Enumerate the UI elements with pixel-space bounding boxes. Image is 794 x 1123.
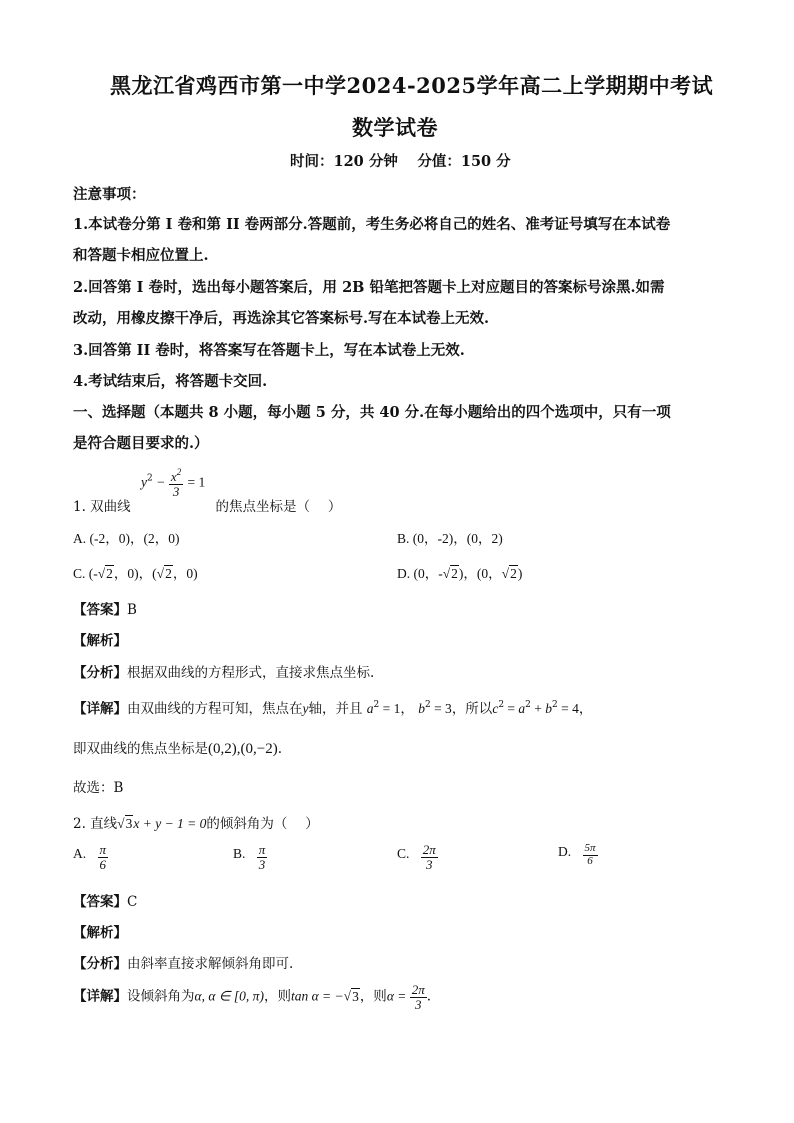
detail-tan: tan α = −: [290, 988, 344, 1004]
eq-x: x: [170, 469, 177, 484]
conclusion-text: 即双曲线的焦点坐标是: [73, 741, 208, 757]
notes-heading: 注意事项：: [73, 186, 146, 203]
detail-tag: 【详解】: [73, 988, 127, 1005]
question-1-suffix: 的焦点坐标是（ ）: [215, 498, 342, 515]
detail-b: b: [545, 701, 553, 716]
time-score-info: 时间：120 分钟 分值：150 分: [290, 153, 511, 170]
opt-c-post: ，0): [172, 566, 198, 581]
detail-text: ，所以: [451, 701, 493, 717]
sqrt-symbol: √2: [442, 566, 458, 581]
detail-exp: 2: [525, 700, 531, 710]
detail-exp: 2: [552, 700, 558, 710]
note-line-2: 和答题卡相应位置上.: [73, 247, 209, 264]
detail-comma: ，: [400, 701, 414, 717]
q1-option-d: [397, 562, 522, 582]
opt-num: π: [99, 842, 107, 857]
sqrt-symbol: √2: [97, 566, 113, 581]
q2-option-d: [558, 843, 598, 867]
question-2-prefix: 2. 直线: [73, 816, 118, 832]
opt-c-pre: C. (-: [73, 566, 98, 581]
eq-rhs: = 1: [187, 474, 206, 490]
opt-d-pre: D. (0，-: [397, 566, 443, 581]
opt-d-rad: 2: [451, 566, 458, 581]
detail-a: a: [518, 701, 526, 716]
sqrt-symbol: √2: [156, 566, 172, 581]
answer-value: B: [127, 602, 137, 618]
question-1-equation: [141, 468, 205, 498]
detail-alpha: α, α ∈ [0, π): [194, 988, 264, 1004]
q2-eq-rad: 3: [125, 816, 133, 831]
opt-d-mid: )，(0，: [458, 566, 502, 581]
opt-c-zero: ，0): [113, 566, 139, 581]
detail-exp: 2: [498, 700, 505, 710]
conclusion-value: (0,2),(0,−2): [208, 741, 278, 757]
detail-text: 轴，并且: [308, 701, 363, 717]
opt-label: B.: [233, 846, 246, 862]
detail-text: ，则: [359, 988, 387, 1005]
answer-tag: 【答案】: [73, 894, 127, 910]
answer-tag: 【答案】: [73, 602, 127, 618]
opt-den: 3: [426, 856, 433, 872]
q2-option-b: [233, 843, 267, 871]
q2-option-c: [397, 843, 438, 871]
q1-choose: 故选：B: [73, 780, 124, 796]
note-line-3: 2.回答第 I 卷时，选出每小题答案后，用 2B 铅笔把答题卡上对应题目的答案标号涂黑.如需: [73, 279, 665, 296]
eq-minus: −: [157, 474, 165, 490]
question-2-suffix: 的倾斜角为（ ）: [206, 816, 319, 832]
fenxi-tag: 【分析】: [73, 665, 127, 681]
q1-conclusion: [73, 737, 282, 758]
detail-den: 3: [415, 996, 422, 1012]
detail-alpha2: α =: [386, 988, 410, 1004]
detail-eq: = 1: [379, 701, 401, 716]
sqrt-symbol: √3: [343, 988, 359, 1004]
eq-x-exp: 2: [176, 467, 182, 477]
question-1-prefix: 1. 双曲线: [73, 498, 131, 515]
conclusion-end: .: [277, 741, 282, 757]
q2-answer: [73, 890, 137, 910]
question-1: [73, 466, 341, 514]
opt-num: 5π: [584, 842, 596, 854]
section-heading-line-2: 是符合题目要求的.）: [73, 435, 209, 452]
sqrt-symbol: √2: [501, 566, 517, 581]
opt-den: 6: [587, 854, 593, 867]
q2-option-a: [73, 843, 108, 871]
detail-eq: =: [504, 701, 519, 716]
detail-end: .: [426, 988, 432, 1005]
q2-analysis-tag: 【解析】: [73, 925, 127, 941]
opt-c-rad: 2: [106, 566, 113, 581]
sqrt-symbol: √3: [117, 816, 133, 831]
opt-label: D.: [558, 844, 572, 860]
q1-option-a: A. (-2，0)，(2，0): [73, 531, 180, 546]
opt-c-rad-2: 2: [165, 566, 172, 581]
q1-option-b: B. (0，-2)，(0，2): [397, 531, 503, 546]
detail-text: ，则: [263, 988, 291, 1005]
q1-option-c: C. (-√2，0)，(√2，0): [73, 566, 198, 581]
eq-y-exp: 2: [146, 473, 153, 484]
detail-text: 由双曲线的方程可知，焦点在: [127, 701, 303, 717]
detail-exp: 2: [373, 700, 380, 710]
detail-tag: 【详解】: [73, 701, 127, 717]
eq-y: y: [140, 474, 147, 490]
detail-rad: 3: [352, 988, 359, 1004]
note-line-4: 改动，用橡皮擦干净后，再选涂其它答案标号.写在本试卷上无效.: [73, 310, 490, 327]
detail-a: a: [366, 701, 374, 716]
opt-d-post: ): [517, 566, 523, 581]
exam-subtitle: 数学试卷: [352, 115, 438, 140]
q1-detail: [73, 697, 592, 717]
q2-detail: [73, 983, 431, 1019]
exam-title: 黑龙江省鸡西市第一中学2024-2025学年高二上学期期中考试: [110, 73, 714, 98]
section-heading-line-1: 一、选择题（本题共 8 小题，每小题 5 分，共 40 分.在每小题给出的四个选项中，只有一项: [73, 404, 671, 421]
answer-value: C: [127, 894, 138, 910]
detail-eq: = 4: [557, 701, 579, 716]
opt-label: A.: [73, 846, 87, 862]
fenxi-tag: 【分析】: [73, 956, 127, 972]
opt-num: 2π: [422, 842, 436, 857]
opt-d-rad-2: 2: [510, 566, 517, 581]
opt-den: 6: [99, 856, 106, 872]
opt-den: 3: [258, 856, 266, 872]
q2-eq-rest: x + y − 1 = 0: [133, 816, 207, 831]
question-2: [73, 812, 319, 832]
detail-y: y: [302, 701, 309, 716]
eq-den: 3: [172, 483, 180, 499]
q1-analysis-tag: 【解析】: [73, 633, 127, 649]
opt-label: C.: [397, 846, 410, 862]
opt-num: π: [258, 842, 266, 857]
detail-b: b: [418, 701, 425, 716]
detail-comma: ，: [578, 701, 593, 717]
detail-num: 2π: [411, 982, 425, 997]
q2-fenxi: [73, 952, 293, 972]
detail-eq: = 3: [430, 701, 452, 716]
note-line-6: 4.考试结束后，将答题卡交回.: [73, 373, 268, 390]
note-line-5: 3.回答第 II 卷时，将答案写在答题卡上，写在本试卷上无效.: [73, 342, 465, 359]
q1-answer: [73, 598, 137, 618]
fenxi-text: 由斜率直接求解倾斜角即可.: [127, 956, 294, 972]
detail-c: c: [492, 701, 499, 716]
fenxi-text: 根据双曲线的方程形式，直接求焦点坐标.: [127, 665, 375, 681]
detail-eq: +: [530, 701, 546, 716]
q1-fenxi: [73, 661, 374, 681]
note-line-1: 1.本试卷分第 I 卷和第 II 卷两部分.答题前，考生务必将自己的姓名、准考证号填写在本试卷: [73, 216, 671, 233]
detail-exp: 2: [424, 700, 431, 710]
detail-text: 设倾斜角为: [127, 988, 195, 1005]
